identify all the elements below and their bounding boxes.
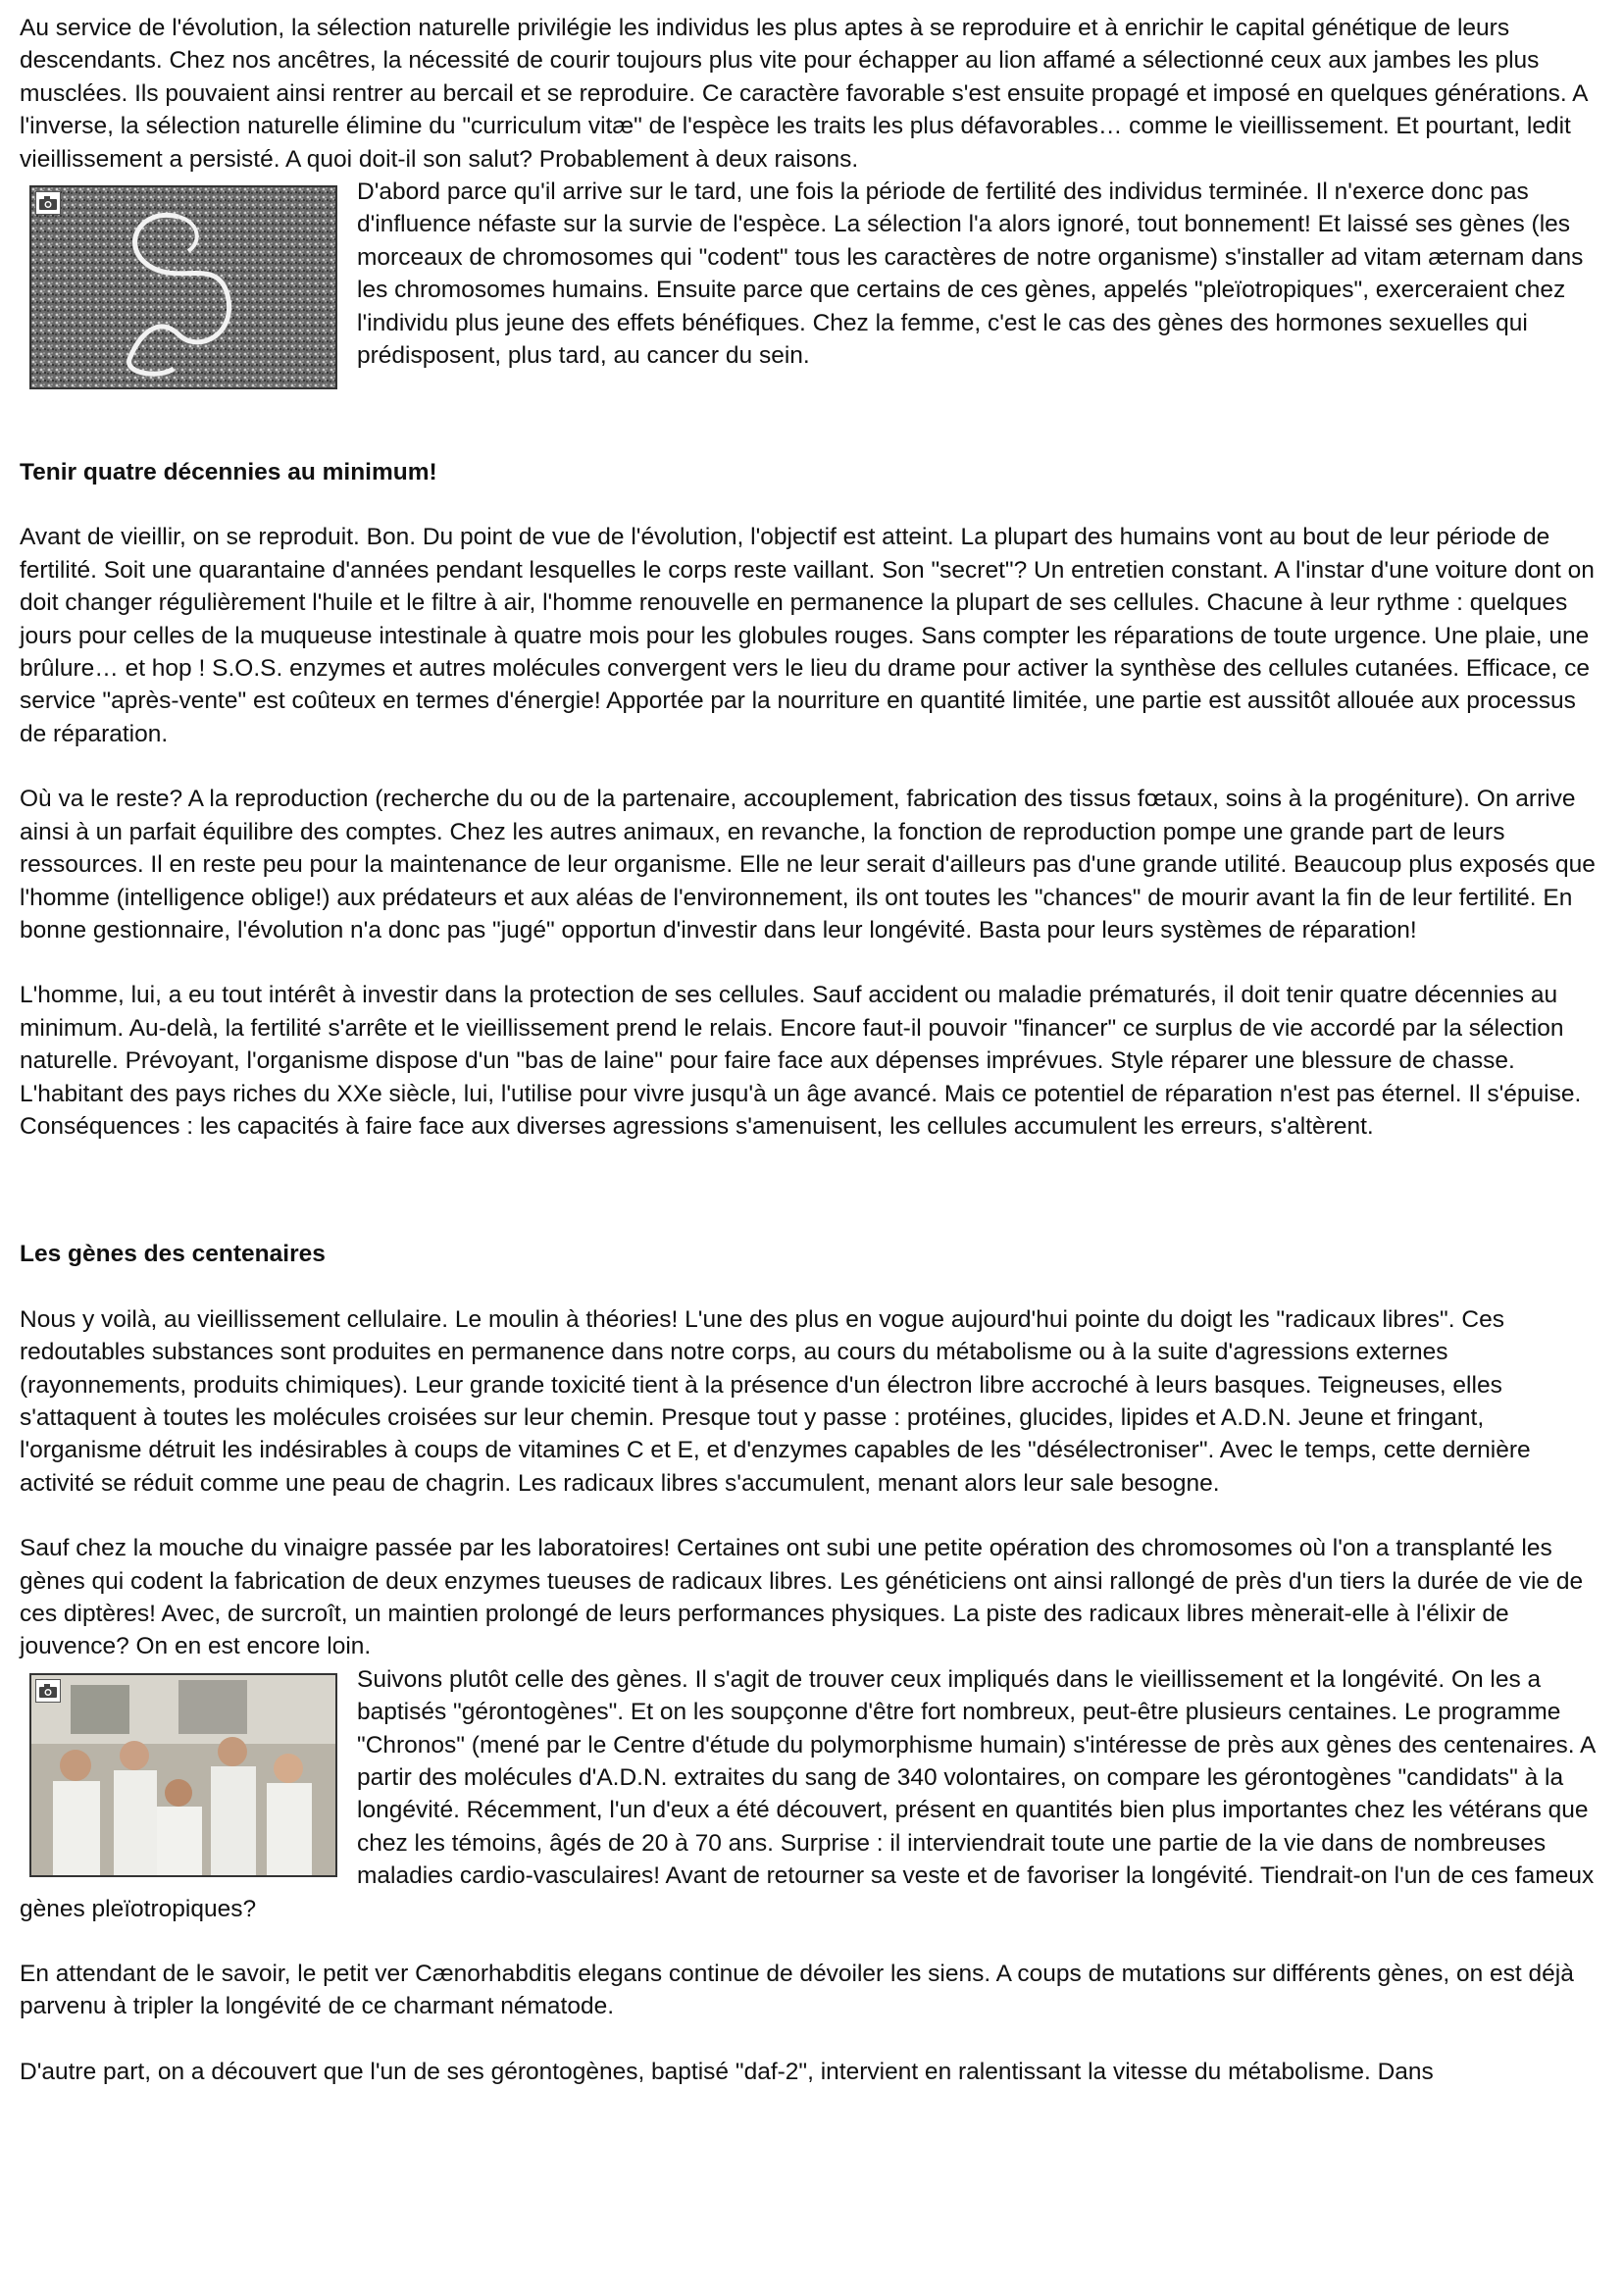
paragraph-image-1-text: D'abord parce qu'il arrive sur le tard, une fois la période de fertilité des individus terminée. Il n'exerce donc pas d'influence néfaste sur la survie de l'espèce. La sélection l'a alors ignoré, tout bonnement! Et laissé ses gènes (les morceaux de chromosomes qui "codent" tous les caractères de notre organisme) s'installer ad vitam æternam dans les chromosomes humains. Ensuite parce que certains de ces gènes, appelés "pleïotropiques", exerceraient chez l'individu plus jeune des effets bénéfiques. Chez la femme, c'est le cas des gènes des hormones sexuelles qui prédisposent, plus tard, au cancer du sein. [357, 178, 1584, 370]
section-heading-1: Tenir quatre décennies au minimum! [20, 459, 437, 486]
paragraph-intro: Au service de l'évolution, la sélection naturelle privilégie les individus les plus aptes à se reproduire et à enrichir le capital génétique de leurs descendants. Chez nos ancêtres, la nécessité de courir toujours plus vite pour échapper au lion affamé a sélectionné ceux aux jambes les plus musclées. Ils pouvaient ainsi rentrer au bercail et se reproduire. Ce caractère favorable s'est ensuite propagé et imposé en quelques générations. A l'inverse, la sélection naturelle élimine du "curriculum vitæ" de l'espèce les traits les plus défavorables… comme le vieillissement. Et pourtant, ledit vieillissement a persisté. A quoi doit-il son salut? Probablement à deux raisons. [20, 15, 1588, 173]
paragraph-section1-a: Avant de vieillir, on se reproduit. Bon. Du point de vue de l'évolution, l'objectif est atteint. La plupart des humains vont au bout de leur période de fertilité. Soit une quarantaine d'années pendant lesquelles le corps reste vaillant. Son "secret"? Un entretien constant. A l'instar d'une voiture dont on doit changer régulièrement l'huile et le filtre à air, l'homme renouvelle en permanence la plupart de ses cellules. Chacune à leur rythme : quelques jours pour celles de la muqueuse intestinale à quatre mois pour les globules rouges. Sans compter les réparations de toute urgence. Une plaie, une brûlure… et hop ! S.O.S. enzymes et autres molécules convergent vers le lieu du drame pour activer la synthèse des cellules cutanées. Efficace, ce service "après-vente" est coûteux en termes d'énergie! Apportée par la nourriture en quantité limitée, une partie est aussitôt allouée aux processus de réparation. [20, 524, 1595, 747]
paragraph-section2-e: D'autre part, on a découvert que l'un de ses gérontogènes, baptisé "daf-2", intervient en ralentissant la vitesse du métabolisme. Dans [20, 2058, 1434, 2085]
paragraph-section1-b: Où va le reste? A la reproduction (recherche du ou de la partenaire, accouplement, fabrication des tissus fœtaux, soins à la progéniture). On arrive ainsi à un parfait équilibre des comptes. Chez les autres animaux, en revanche, la fonction de reproduction pompe une grande part de leurs ressources. Il en reste peu pour la maintenance de leur organisme. Elle ne leur serait d'ailleurs pas d'une grande utilité. Beaucoup plus exposés que l'homme (intelligence oblige!) aux prédateurs et aux aléas de l'environnement, ils ont toutes les "chances" de mourir avant la fin de leur fertilité. En bonne gestionnaire, l'évolution n'a donc pas "jugé" opportun d'investir dans leur longévité. Basta pour leurs systèmes de réparation! [20, 786, 1596, 943]
research-team-photo-image [31, 1675, 335, 1875]
camera-icon[interactable] [35, 191, 61, 215]
chromosome-micrograph-image[interactable] [29, 185, 337, 389]
section-with-image-1 [20, 176, 1608, 393]
paragraph-section2-b: Sauf chez la mouche du vinaigre passée par les laboratoires! Certaines ont subi une petite opération des chromosomes où l'on a transplanté les gènes qui codent la fabrication de deux enzymes tueuses de radicaux libres. Les généticiens ont ainsi rallongé de près d'un tiers la durée de vie de ces diptères! Avec, de surcroît, un maintien prolongé de leurs performances physiques. La piste des radicaux libres mènerait-elle à l'élixir de jouvence? On en est encore loin. [20, 1535, 1584, 1660]
section-with-image-2 [20, 1663, 1608, 1925]
paragraph-section1-c: L'homme, lui, a eu tout intérêt à investir dans la protection de ses cellules. Sauf accident ou maladie prématurés, il doit tenir quatre décennies au minimum. Au-delà, la fertilité s'arrête et le vieillissement prend le relais. Encore faut-il pouvoir "financer" ce surplus de vie accordé par la sélection naturelle. Prévoyant, l'organisme dispose d'un "bas de laine" pour faire face aux dépenses imprévues. Style réparer une blessure de chasse. L'habitant des pays riches du XXe siècle, lui, l'utilise pour vivre jusqu'à un âge avancé. Mais ce potentiel de réparation n'est pas éternel. Il s'épuise. Conséquences : les capacités à faire face aux diverses agressions s'amenuisent, les cellules accumulent les erreurs, s'altèrent. [20, 982, 1582, 1140]
paragraph-section2-a: Nous y voilà, au vieillissement cellulaire. Le moulin à théories! L'une des plus en vogue aujourd'hui pointe du doigt les "radicaux libres". Ces redoutables substances sont produites en permanence dans notre corps, au cours du métabolisme ou à la suite d'agressions externes (rayonnements, produits chimiques). Leur grande toxicité tient à la présence d'un électron libre accroché à leurs basques. Teigneuses, elles s'attaquent à toutes les molécules croisées sur leur chemin. Presque tout y passe : protéines, glucides, lipides et A.D.N. Jeune et fringant, l'organisme détruit les indésirables à coups de vitamines C et E, et d'enzymes capables de les "désélectroniser". Avec le temps, cette dernière activité se réduit comme une peau de chagrin. Les radicaux libres s'accumulent, menant alors leur sale besogne. [20, 1305, 1531, 1497]
paragraph-image-2-text: Suivons plutôt celle des gènes. Il s'agit de trouver ceux impliqués dans le vieillissement et la longévité. On les a baptisés "gérontogènes". Et on les soupçonne d'être fort nombreux, peut-être plusieurs centaines. Le programme "Chronos" (mené par le Centre d'étude du polymorphisme humain) s'intéresse de près aux gènes des centenaires. A partir des molécules d'A.D.N. extraites du sang de 340 volontaires, on compare les gérontogènes "candidats" à la longévité. Récemment, l'un d'eux a été découvert, présent en quantités bien plus importantes chez les vétérans que chez les témoins, âgés de 20 à 70 ans. Surprise : il interviendrait toute une partie de la vie dans de nombreuses maladies cardio-vasculaires! Avant de retourner sa veste et de favoriser la longévité. Tiendrait-on l'un de ces fameux gènes pleïotropiques? [20, 1665, 1595, 1922]
camera-icon[interactable] [35, 1679, 61, 1703]
section-heading-2: Les gènes des centenaires [20, 1241, 326, 1268]
paragraph-section2-d: En attendant de le savoir, le petit ver Cænorhabditis elegans continue de dévoiler les siens. A coups de mutations sur différents gènes, on est déjà parvenu à tripler la longévité de ce charmant nématode. [20, 1961, 1574, 2020]
article [20, 12, 1608, 2088]
research-team-photo[interactable] [29, 1673, 337, 1877]
chromosome-micrograph [31, 187, 335, 387]
